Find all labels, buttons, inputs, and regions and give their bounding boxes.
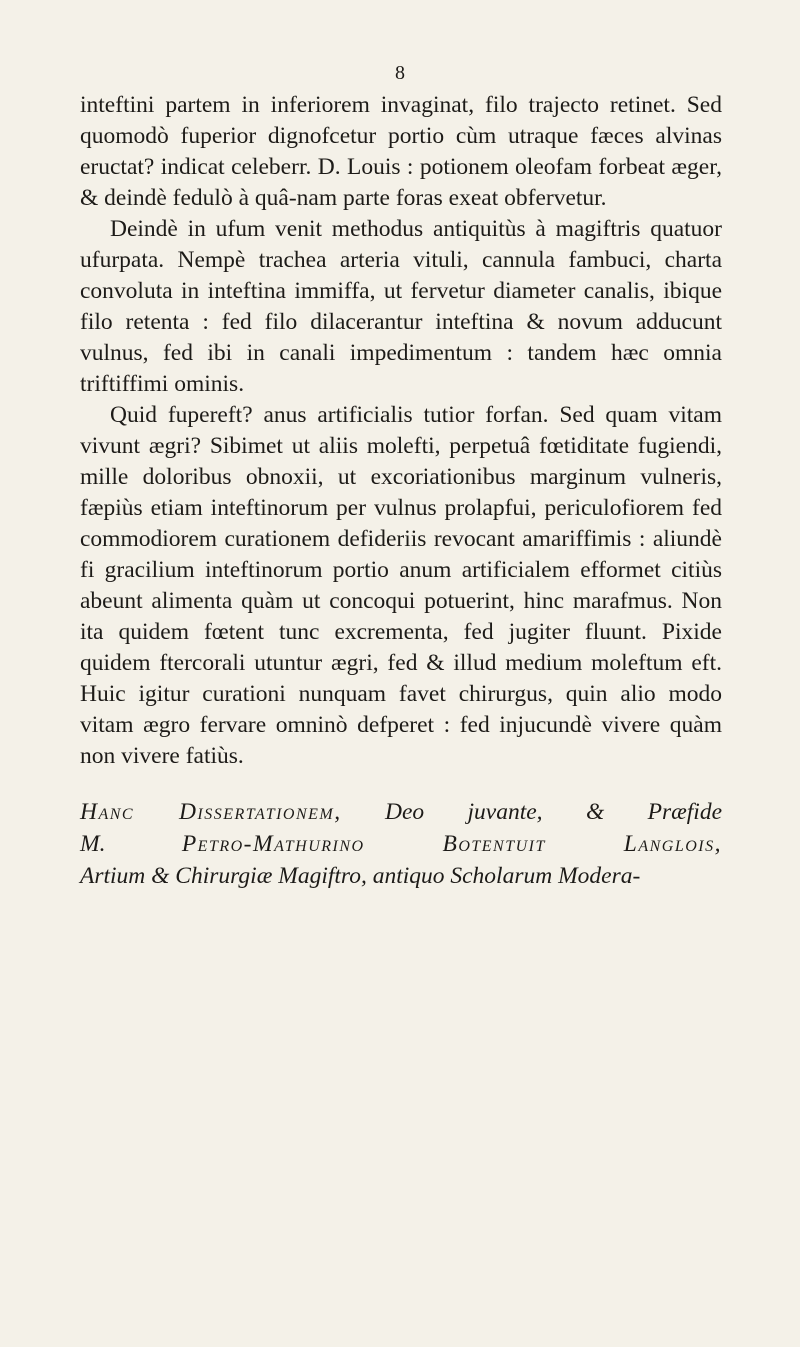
dedication-line-1 — [80, 796, 722, 828]
dedication — [80, 796, 722, 892]
paragraph-1: inteftini partem in inferiorem invaginat, filo trajecto retinet. Sed quomodò fuperior dignofcetur portio cùm utraque fæces alvinas eructat? indicat celeberr. D. Louis : potionem oleofam forbeat æger, & deindè fedulò à quâ-nam parte foras exeat obfervetur. — [80, 92, 722, 211]
dedication-praeside: Præfide — [647, 799, 723, 825]
dedication-amp: & — [585, 799, 605, 825]
dedication-deo: Deo juvante, — [385, 799, 543, 825]
dedication-line-3 — [80, 860, 722, 892]
dedication-artium: Artium & Chirurgiæ Magiftro, antiquo Scholarum Modera- — [80, 863, 641, 889]
paragraph-3: Quid fupereft? anus artificialis tutior forfan. Sed quam vitam vivunt ægri? Sibimet ut aliis molefti, perpetuâ fœtiditate fugiendi, mille doloribus obnoxii, ut excoriationibus marginum vulneris, fæpiùs etiam inteftinorum per vulnus prolapfui, periculofiorem fed commodiorem curationem defideriis revocant amariffimis : aliundè fi gracilium inteftinorum portio anum artificialem efformet citiùs abeunt alimenta quàm ut concoqui potuerint, hinc marafmus. Non ita quidem fœtent tunc excrementa, fed jugiter fluunt. Pixide quidem ftercorali utuntur ægri, fed & illud medium moleftum eft. Huic igitur curationi nunquam favet chirurgus, quin alio modo vitam ægro fervare omninò defperet : fed injucundè vivere quàm non vivere fatiùs. — [80, 402, 722, 769]
body-text — [80, 90, 722, 892]
dedication-m: M. — [80, 831, 106, 857]
paragraph-2: Deindè in ufum venit methodus antiquitùs à magiftris quatuor ufurpata. Nempè trachea arteria vituli, cannula fambuci, charta convoluta in inteftina immiffa, ut fervetur diameter canalis, ibique filo retenta : fed filo dilacerantur inteftina & novum adducunt vulnus, fed ibi in canali impedimentum : tandem hæc omnia triftiffimi ominis. — [80, 216, 722, 397]
dedication-hanc: Hanc Dissertationem, — [80, 799, 342, 825]
page-number: 8 — [395, 62, 405, 84]
dedication-line-2 — [80, 828, 722, 860]
dedication-name: Petro-Mathurino Botentuit Langlois, — [181, 831, 722, 857]
